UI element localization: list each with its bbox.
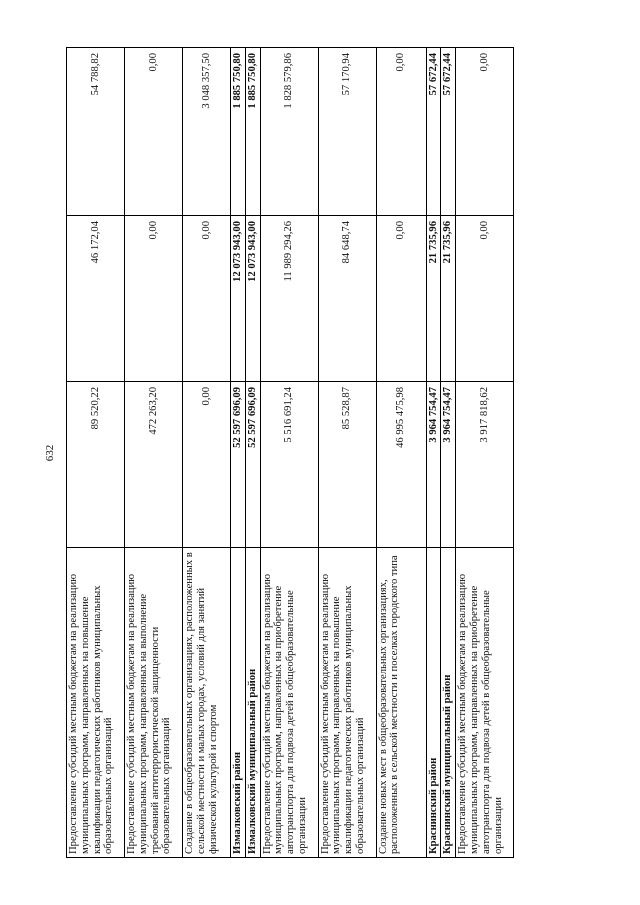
row-value-cell-3: 57 672,44	[441, 48, 456, 216]
table-row	[376, 48, 426, 858]
page-number: 632	[44, 444, 56, 462]
row-value-cell-2: 12 073 943,00	[231, 216, 246, 382]
row-description-cell: Измалковский муниципальный район	[245, 548, 260, 858]
row-value-cell-2: 84 648,74	[318, 216, 376, 382]
row-value-cell-2: 21 735,96	[426, 216, 441, 382]
table-row	[318, 48, 376, 858]
rotated-table-container	[66, 48, 560, 858]
table-row	[456, 48, 514, 858]
row-value-cell-2: 21 735,96	[441, 216, 456, 382]
row-value-cell-3: 57 170,94	[318, 48, 376, 216]
row-value-cell-3: 57 672,44	[426, 48, 441, 216]
row-value-cell-1: 3 964 754,47	[426, 382, 441, 548]
row-value-cell-1: 52 597 696,09	[245, 382, 260, 548]
row-value-cell-1: 3 917 818,62	[456, 382, 514, 548]
row-description-cell: Создание в общеобразовательных организациях, расположенных в сельской местности и малых городах, условий для занятий физической культурой и спортом	[183, 548, 231, 858]
row-value-cell-1: 46 995 475,98	[376, 382, 426, 548]
row-value-cell-3: 1 885 750,80	[245, 48, 260, 216]
row-value-cell-3: 0,00	[456, 48, 514, 216]
row-description-cell: Краснинский район	[426, 548, 441, 858]
row-value-cell-1: 0,00	[183, 382, 231, 548]
table-row	[125, 48, 183, 858]
row-value-cell-3: 1 885 750,80	[231, 48, 246, 216]
table-row	[183, 48, 231, 858]
table-row	[441, 48, 456, 858]
row-description-cell: Предоставление субсидий местным бюджетам на реализацию муниципальных программ, направленных на повышение квалификации педагогических работников муниципальных образовательных организаций	[318, 548, 376, 858]
row-description-cell: Предоставление субсидий местным бюджетам на реализацию муниципальных программ, направленных на повышение квалификации педагогических работников муниципальных образовательных организаций	[67, 548, 125, 858]
budget-table-body	[67, 48, 514, 858]
table-row	[67, 48, 125, 858]
row-value-cell-1: 472 263,20	[125, 382, 183, 548]
table-row	[260, 48, 318, 858]
row-value-cell-3: 0,00	[125, 48, 183, 216]
row-value-cell-2: 0,00	[125, 216, 183, 382]
row-value-cell-2: 12 073 943,00	[245, 216, 260, 382]
row-description-cell: Краснинский муниципальный район	[441, 548, 456, 858]
budget-table	[66, 47, 514, 858]
row-value-cell-3: 1 828 579,86	[260, 48, 318, 216]
row-value-cell-1: 85 528,87	[318, 382, 376, 548]
row-description-cell: Предоставление субсидий местным бюджетам на реализацию муниципальных программ, направленных на приобретение автотранспорта для подвоза детей в общеобразовательные организации	[260, 548, 318, 858]
row-value-cell-3: 0,00	[376, 48, 426, 216]
row-value-cell-3: 54 788,82	[67, 48, 125, 216]
row-description-cell: Создание новых мест в общеобразовательных организациях, расположенных в сельской местности и поселках городского типа	[376, 548, 426, 858]
table-row	[426, 48, 441, 858]
row-description-cell: Предоставление субсидий местным бюджетам на реализацию муниципальных программ, направленных на выполнение требований антитеррористической защищенности образовательных организаций	[125, 548, 183, 858]
row-value-cell-2: 0,00	[183, 216, 231, 382]
row-value-cell-2: 46 172,04	[67, 216, 125, 382]
row-value-cell-3: 3 048 357,50	[183, 48, 231, 216]
table-row	[231, 48, 246, 858]
row-value-cell-2: 0,00	[456, 216, 514, 382]
row-description-cell: Предоставление субсидий местным бюджетам на реализацию муниципальных программ, направленных на приобретение автотранспорта для подвоза детей в общеобразовательные организации	[456, 548, 514, 858]
row-value-cell-1: 52 597 696,09	[231, 382, 246, 548]
row-value-cell-1: 5 516 691,24	[260, 382, 318, 548]
table-row	[245, 48, 260, 858]
row-value-cell-2: 0,00	[376, 216, 426, 382]
row-value-cell-1: 3 964 754,47	[441, 382, 456, 548]
row-value-cell-1: 89 520,22	[67, 382, 125, 548]
row-value-cell-2: 11 989 294,26	[260, 216, 318, 382]
row-description-cell: Измалковский район	[231, 548, 246, 858]
